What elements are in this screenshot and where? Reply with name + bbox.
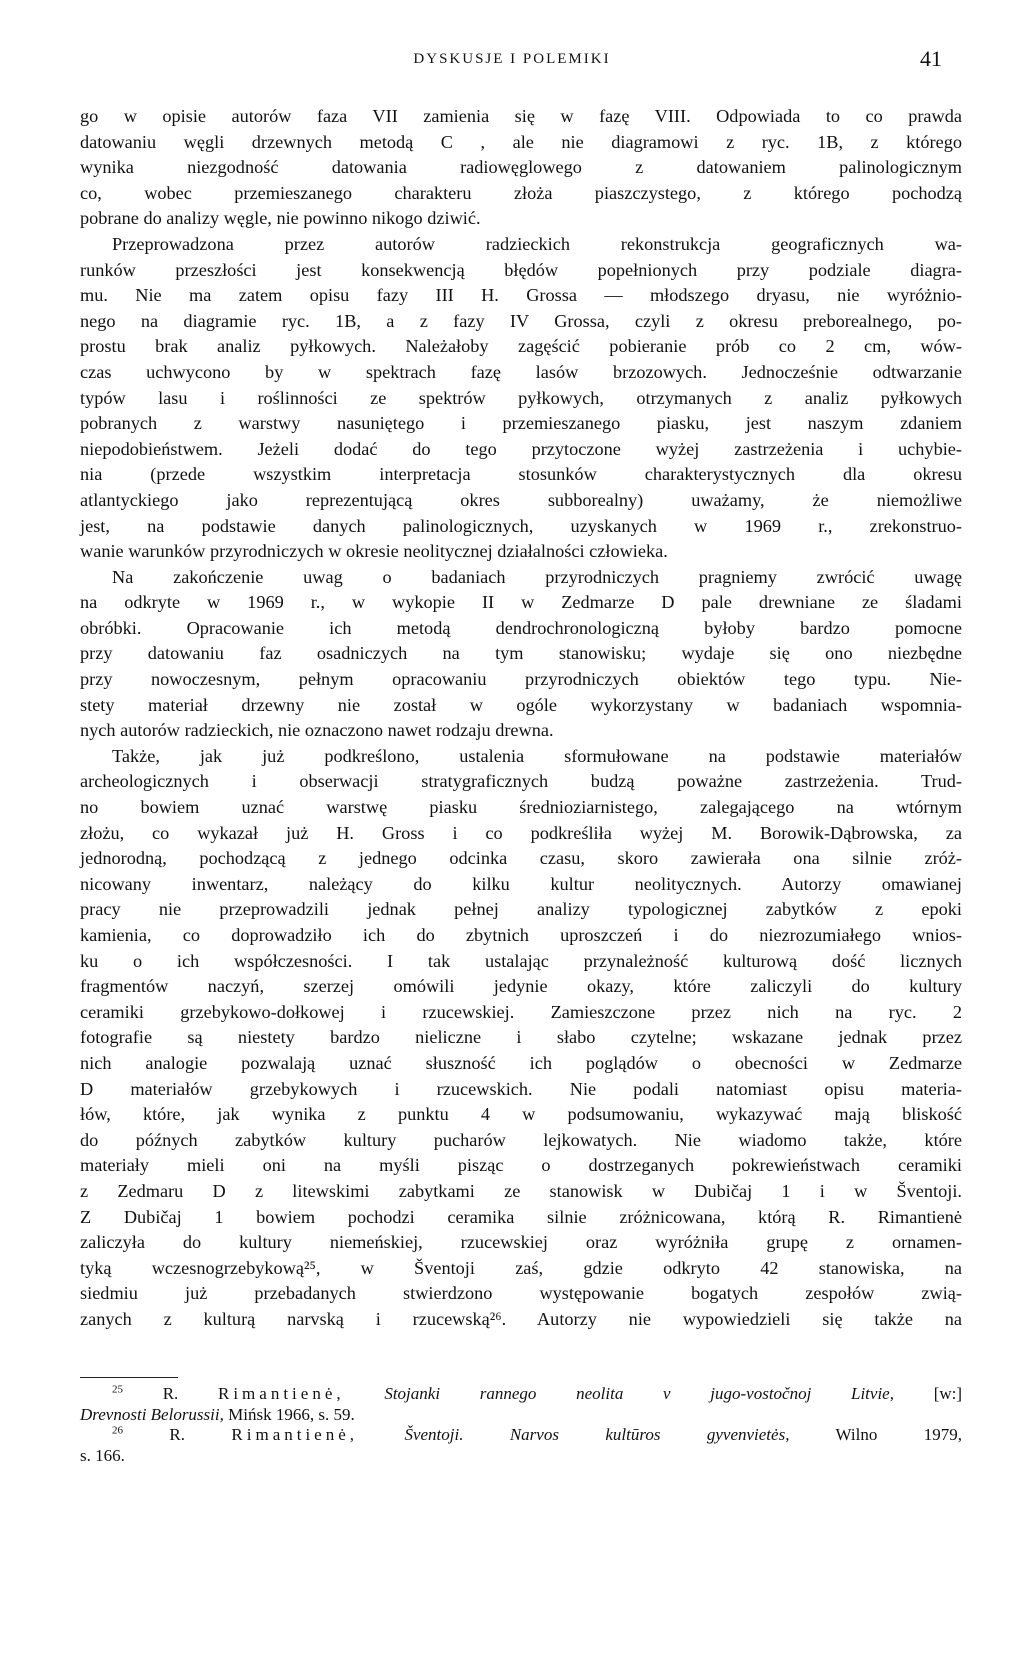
- text-line: jest, na podstawie danych palinologicznych, uzyskanych w 1969 r., zrekonstruo-: [80, 515, 962, 536]
- footnote-text: s. 166.: [80, 1445, 125, 1465]
- text-line: zaliczyła do kultury niemeńskiej, rzucewskiej oraz wyróżniła grupę z ornamen-: [80, 1232, 962, 1253]
- text-line: kamienia, co doprowadziło ich do zbytnich uproszczeń i do niezrozumiałego wnios-: [80, 925, 962, 945]
- text-line: stety materiał drzewny nie został w ogóle wykorzystany w badaniach wspomnia-: [80, 694, 962, 715]
- text-line: czas uchwycono by w spektrach fazę lasów brzozowych. Jednocześnie odtwarzanie: [80, 361, 962, 382]
- text-line: pobranych z warstwy nasuniętego i przemieszanego piasku, jest naszym zdaniem: [80, 413, 962, 434]
- footnote-source: Drevnosti Belorussii,: [80, 1404, 224, 1424]
- text-line: nych autorów radzieckich, nie oznaczono nawet rodzaju drewna.: [80, 720, 554, 741]
- footnotes: [80, 1384, 962, 1466]
- text-line: niepodobieństwem. Jeżeli dodać do tego przytoczone wyżej zastrzeżenia i uchybie-: [80, 438, 962, 459]
- text-line: prostu brak analiz pyłkowych. Należałoby zagęścić pobieranie prób co 2 cm, wów-: [80, 336, 962, 357]
- text-line: nicowany inwentarz, należący do kilku kultur neolitycznych. Autorzy omawianej: [80, 873, 962, 894]
- footnote-text: Wilno 1979,: [835, 1425, 963, 1444]
- footnote-25-cont: [80, 1405, 962, 1426]
- text-line: zanych z kulturą narvską i rzucewską²⁶. Autorzy nie wypowiedzieli się także na: [80, 1308, 962, 1329]
- text-line: tyką wczesnogrzebykową²⁵, w Šventoji zaś, gdzie odkryto 42 stanowiska, na: [80, 1257, 962, 1278]
- text-line: D materiałów grzebykowych i rzucewskich. Nie podali natomiast opisu materia-: [80, 1078, 962, 1099]
- text-line: atlantyckiego jako reprezentującą okres subborealny) uważamy, że niemożliwe: [80, 489, 962, 510]
- text-line: siedmiu już przebadanych stwierdzono występowanie bogatych zespołów zwią-: [80, 1283, 962, 1304]
- text-line: nia (przede wszystkim interpretacja stosunków charakterystycznych dla okresu: [80, 464, 962, 485]
- text-line: go w opisie autorów faza VII zamienia się w fazę VIII. Odpowiada to co prawda: [80, 106, 962, 126]
- text-line: mu. Nie ma zatem opisu fazy III H. Grossa — młodszego dryasu, nie wyróżnio-: [80, 285, 962, 306]
- footnote-26: [80, 1425, 962, 1446]
- text-line: wanie warunków przyrodniczych w okresie neolitycznej działalności człowieka.: [80, 541, 668, 562]
- text-line: obróbki. Opracowanie ich metodą dendrochronologiczną byłoby bardzo pomocne: [80, 617, 962, 638]
- text-line: Przeprowadzona przez autorów radzieckich rekonstrukcja geograficznych wa-: [112, 233, 962, 254]
- article-body: [80, 104, 962, 1333]
- text-line: fotografie są niestety bardzo nieliczne i słabo czytelne; wskazane jednak przez: [80, 1027, 962, 1048]
- text-line: łów, które, jak wynika z punktu 4 w podsumowaniu, wykazywać mają bliskość: [80, 1104, 962, 1125]
- text-line: złożu, co wykazał już H. Gross i co podkreśliła wyżej M. Borowik-Dąbrowska, za: [80, 822, 962, 843]
- text-line: runków przeszłości jest konsekwencją błędów popełnionych przy podziale diagra-: [80, 259, 962, 280]
- text-line: jednorodną, pochodzącą z jednego odcinka czasu, skoro zawierała ona silnie zróż-: [80, 848, 962, 869]
- text-line: przy datowaniu faz osadniczych na tym stanowisku; wydaje się ono niezbędne: [80, 643, 962, 664]
- text-line: Z Dubičaj 1 bowiem pochodzi ceramika silnie zróżnicowana, którą R. Rimantienė: [80, 1206, 962, 1227]
- footnote-title: Šventoji. Narvos kultūros gyvenvietės,: [404, 1425, 790, 1444]
- text-line: datowaniu węgli drzewnych metodą C , ale nie diagramowi z ryc. 1B, z którego: [80, 131, 962, 152]
- footnote-title: Stojanki rannego neolita v jugo-vostočnoj Litvie,: [384, 1384, 894, 1403]
- text-line: no bowiem uznać warstwę piasku średnioziarnistego, zalegającego na wtórnym: [80, 797, 962, 818]
- footnote-text: [w:]: [933, 1384, 963, 1403]
- footnote-marker: 25: [112, 1383, 123, 1396]
- text-line: wynika niezgodność datowania radiowęglowego z datowaniem palinologicznym: [80, 157, 962, 178]
- footnote-author: R. Rimantienė,: [169, 1425, 359, 1444]
- footnote-26-cont: [80, 1446, 962, 1467]
- text-line: na odkryte w 1969 r., w wykopie II w Zedmarze D pale drewniane ze śladami: [80, 592, 962, 613]
- text-line: co, wobec przemieszanego charakteru złoża piaszczystego, z którego pochodzą: [80, 182, 962, 203]
- text-line: pobrane do analizy węgle, nie powinno nikogo dziwić.: [80, 208, 481, 229]
- footnote-author: R. Rimantienė,: [162, 1384, 345, 1403]
- text-line: Na zakończenie uwag o badaniach przyrodniczych pragniemy zwrócić uwagę: [112, 566, 962, 587]
- footnote-rule: [80, 1377, 178, 1378]
- text-line: nich analogie pozwalają uznać słuszność ich poglądów o obecności w Zedmarze: [80, 1052, 962, 1073]
- text-line: ceramiki grzebykowo-dołkowej i rzucewskiej. Zamieszczone przez nich na ryc. 2: [80, 1001, 962, 1022]
- text-line: materiały mieli oni na myśli pisząc o dostrzeganych pokrewieństwach ceramiki: [80, 1155, 962, 1176]
- page-header: [0, 46, 1024, 76]
- running-head: DYSKUSJE I POLEMIKI: [413, 51, 611, 67]
- text-line: archeologicznych i obserwacji stratygraficznych budzą poważne zastrzeżenia. Trud-: [80, 771, 962, 792]
- footnote-text: Mińsk 1966, s. 59.: [228, 1404, 355, 1424]
- text-line: Także, jak już podkreślono, ustalenia sformułowane na podstawie materiałów: [112, 745, 962, 766]
- footnote-25: [80, 1384, 962, 1405]
- footnote-marker: 26: [112, 1424, 123, 1437]
- text-line: nego na diagramie ryc. 1B, a z fazy IV Grossa, czyli z okresu preborealnego, po-: [80, 310, 962, 331]
- page-number: 41: [920, 46, 942, 71]
- text-line: przy nowoczesnym, pełnym opracowaniu przyrodniczych obiektów tego typu. Nie-: [80, 669, 962, 690]
- text-line: pracy nie przeprowadzili jednak pełnej analizy typologicznej zabytków z epoki: [80, 899, 962, 920]
- text-line: z Zedmaru D z litewskimi zabytkami ze stanowisk w Dubičaj 1 i w Šventoji.: [80, 1180, 962, 1201]
- text-line: do późnych zabytków kultury pucharów lejkowatych. Nie wiadomo także, które: [80, 1129, 962, 1150]
- text-line: typów lasu i roślinności ze spektrów pyłkowych, otrzymanych z analiz pyłkowych: [80, 387, 962, 408]
- text-line: ku o ich współczesności. I tak ustalając przynależność kulturową dość licznych: [80, 950, 962, 971]
- text-line: fragmentów naczyń, szerzej omówili jedynie okazy, które zaliczyli do kultury: [80, 976, 962, 997]
